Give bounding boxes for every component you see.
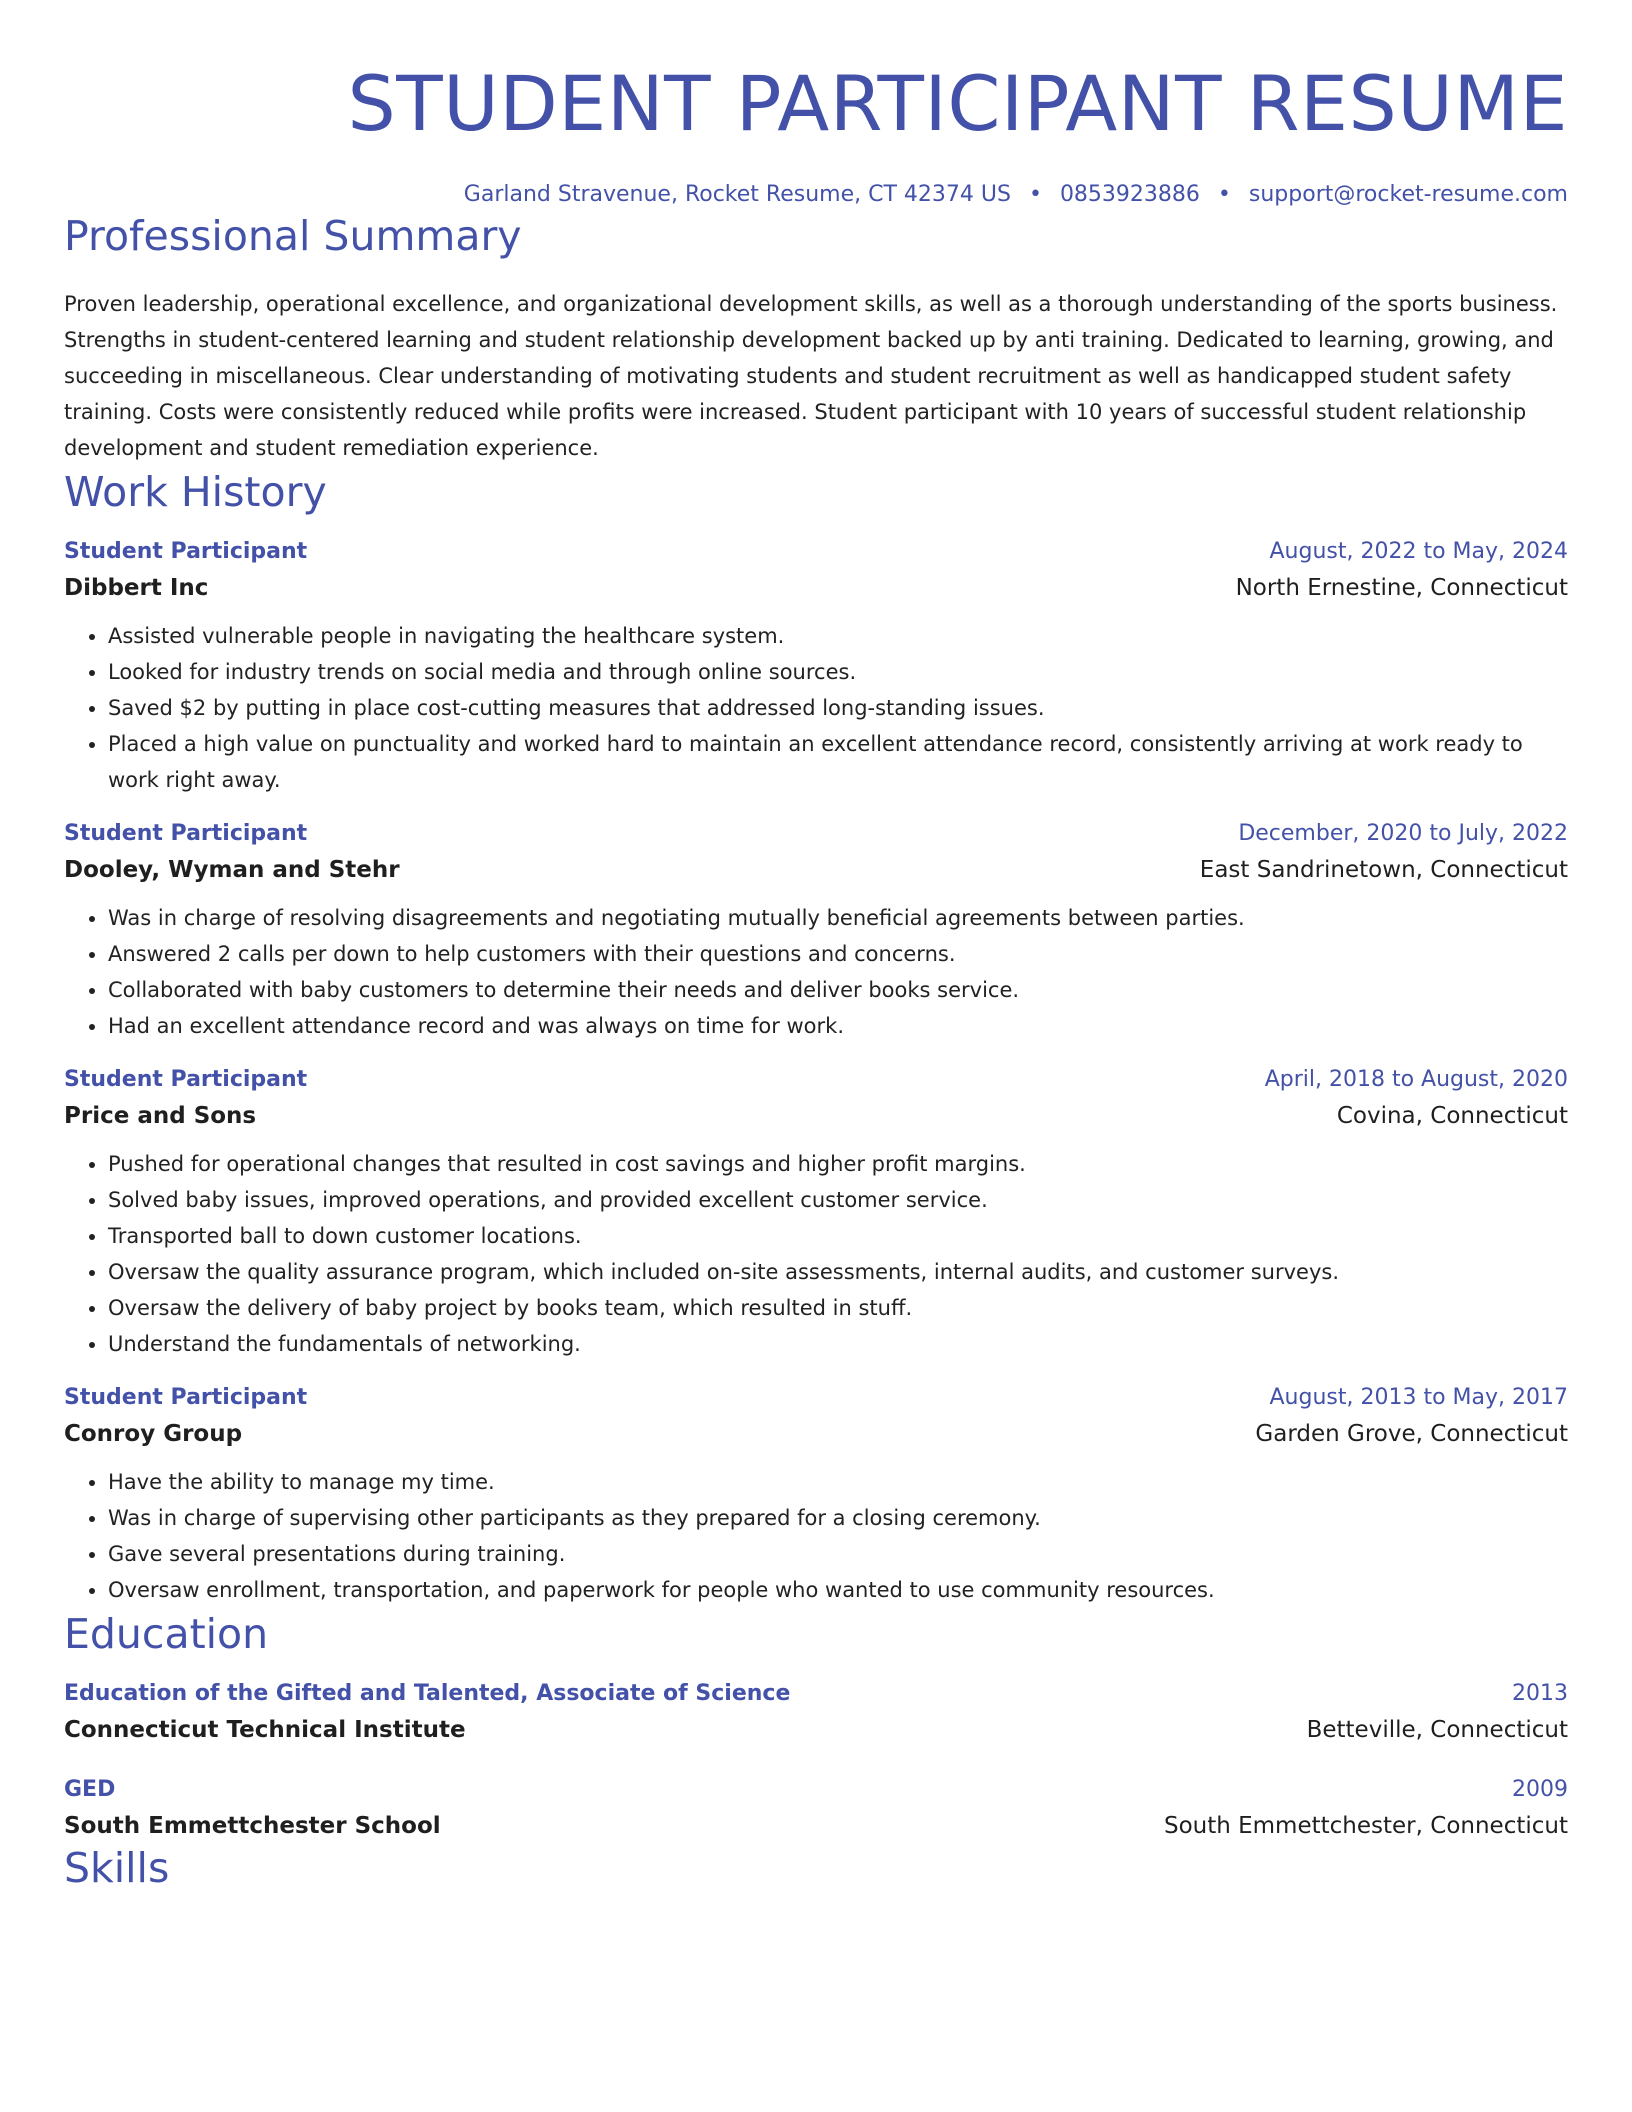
job-bullet: • Transported ball to down customer locations. — [108, 1218, 1568, 1254]
job-entry — [64, 1064, 1568, 1362]
contact-email: support@rocket-resume.com — [1248, 182, 1568, 207]
job-bullet: • Collaborated with baby customers to determine their needs and deliver books service. — [108, 972, 1568, 1008]
job-bullet: • Answered 2 calls per down to help customers with their questions and concerns. — [108, 936, 1568, 972]
contact-separator: • — [1217, 182, 1231, 207]
job-bullet: • Saved $2 by putting in place cost-cutting measures that addressed long-standing issues. — [108, 690, 1568, 726]
education-list — [64, 1678, 1568, 1842]
education-heading: Education — [64, 1610, 269, 1658]
education-entry — [64, 1678, 1568, 1746]
education-location: South Emmettchester, Connecticut — [1163, 1813, 1568, 1839]
job-bullets — [64, 618, 1568, 798]
education-school: Connecticut Technical Institute — [64, 1717, 466, 1743]
education-degree: Education of the Gifted and Talented, Associate of Science — [64, 1681, 791, 1706]
education-location: Betteville, Connecticut — [1306, 1717, 1568, 1743]
job-location: East Sandrinetown, Connecticut — [1199, 857, 1568, 883]
job-bullet: • Oversaw enrollment, transportation, and paperwork for people who wanted to use community resources. — [108, 1572, 1568, 1608]
summary-heading: Professional Summary — [64, 212, 522, 260]
job-bullet: • Had an excellent attendance record and was always on time for work. — [108, 1008, 1568, 1044]
job-bullets — [64, 900, 1568, 1044]
job-title: Student Participant — [64, 821, 308, 846]
job-title: Student Participant — [64, 1067, 308, 1092]
job-bullets — [64, 1146, 1568, 1362]
job-entry — [64, 818, 1568, 1044]
job-entry — [64, 1382, 1568, 1608]
job-company: Dibbert Inc — [64, 575, 209, 601]
job-dates: August, 2022 to May, 2024 — [1269, 539, 1568, 564]
job-company: Dooley, Wyman and Stehr — [64, 857, 400, 883]
education-year: 2009 — [1512, 1777, 1568, 1802]
job-location: Garden Grove, Connecticut — [1255, 1421, 1568, 1447]
job-bullet: • Placed a high value on punctuality and worked hard to maintain an excellent attendance record, consistently arriving at work ready to work right away. — [108, 726, 1568, 798]
job-title: Student Participant — [64, 539, 308, 564]
job-entry — [64, 536, 1568, 798]
job-location: North Ernestine, Connecticut — [1235, 575, 1568, 601]
job-title: Student Participant — [64, 1385, 308, 1410]
work-history-heading: Work History — [64, 468, 327, 516]
contact-separator: • — [1028, 182, 1042, 207]
contact-phone: 0853923886 — [1059, 182, 1200, 207]
job-bullet: • Looked for industry trends on social media and through online sources. — [108, 654, 1568, 690]
job-company: Price and Sons — [64, 1103, 257, 1129]
job-bullets — [64, 1464, 1568, 1608]
job-bullet: • Solved baby issues, improved operations, and provided excellent customer service. — [108, 1182, 1568, 1218]
job-dates: April, 2018 to August, 2020 — [1264, 1067, 1568, 1092]
job-dates: December, 2020 to July, 2022 — [1238, 821, 1568, 846]
job-location: Covina, Connecticut — [1336, 1103, 1568, 1129]
summary-text: Proven leadership, operational excellence, and organizational development skills, as well as a thorough understanding of the sports business. Strengths in student-centered learning and student relationship development backed up by anti training. Dedicated to learning, growing, and succeeding in miscellaneous. Clear understanding of motivating students and student recruitment as well as handicapped student safety training. Costs were consistently reduced while profits were increased. Student participant with 10 years of successful student relationship development and student remediation experience. — [64, 292, 1558, 460]
job-bullet: • Gave several presentations during training. — [108, 1536, 1568, 1572]
skills-heading: Skills — [64, 1844, 170, 1892]
contact-line — [64, 180, 1568, 210]
education-degree: GED — [64, 1777, 116, 1802]
job-bullet: • Was in charge of supervising other participants as they prepared for a closing ceremony. — [108, 1500, 1568, 1536]
education-entry — [64, 1774, 1568, 1842]
job-bullet: • Pushed for operational changes that resulted in cost savings and higher profit margins. — [108, 1146, 1568, 1182]
job-dates: August, 2013 to May, 2017 — [1269, 1385, 1568, 1410]
education-school: South Emmettchester School — [64, 1813, 441, 1839]
work-history-list — [64, 536, 1568, 1608]
education-year: 2013 — [1512, 1681, 1568, 1706]
job-company: Conroy Group — [64, 1421, 243, 1447]
job-bullet: • Assisted vulnerable people in navigating the healthcare system. — [108, 618, 1568, 654]
job-bullet: • Was in charge of resolving disagreements and negotiating mutually beneficial agreements between parties. — [108, 900, 1568, 936]
job-bullet: • Have the ability to manage my time. — [108, 1464, 1568, 1500]
resume-title: STUDENT PARTICIPANT RESUME — [347, 59, 1568, 148]
job-bullet: • Oversaw the quality assurance program, which included on-site assessments, internal audits, and customer surveys. — [108, 1254, 1568, 1290]
job-bullet: • Understand the fundamentals of networking. — [108, 1326, 1568, 1362]
job-bullet: • Oversaw the delivery of baby project by books team, which resulted in stuff. — [108, 1290, 1568, 1326]
contact-address: Garland Stravenue, Rocket Resume, CT 42374 US — [463, 182, 1011, 207]
